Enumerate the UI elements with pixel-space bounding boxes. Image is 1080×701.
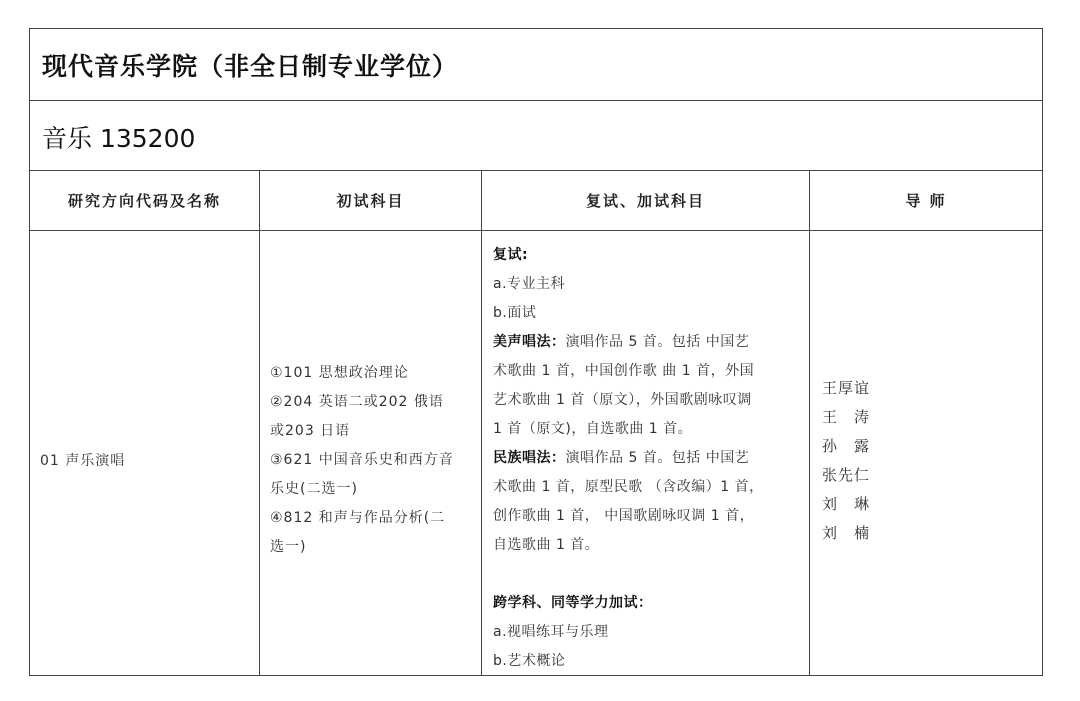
- exam-line: ④812 和声与作品分析(二: [270, 510, 446, 526]
- extra-exam-item: a.视唱练耳与乐理: [493, 624, 609, 640]
- exam-line: ③621 中国音乐史和西方音: [270, 452, 454, 468]
- subject-row: [30, 101, 1042, 171]
- exam-line: ②204 英语二或202 俄语: [270, 394, 444, 410]
- subject-title: 音乐 135200: [42, 124, 196, 153]
- bel-canto-label: 美声唱法：: [493, 334, 566, 350]
- folk-line: 术歌曲 1 首，原型民歌 （含改编）1 首，: [493, 479, 764, 495]
- retest-heading: 复试:: [493, 247, 529, 263]
- exam-line: 乐史(二选一): [270, 481, 358, 497]
- exam-line: 或203 日语: [270, 423, 351, 439]
- folk-line: 自选歌曲 1 首。: [493, 537, 600, 553]
- extra-exam-heading: 跨学科、同等学力加试：: [493, 595, 653, 611]
- retest-item: a.专业主科: [493, 276, 566, 292]
- bel-canto-line: 术歌曲 1 首，中国创作歌 曲 1 首，外国: [493, 363, 755, 379]
- folk-line: 演唱作品 5 首。包括 中国艺: [565, 450, 750, 466]
- bel-canto-line: 1 首（原文)，自选歌曲 1 首。: [493, 421, 693, 437]
- retest-content: [493, 241, 803, 676]
- title-row: [30, 29, 1042, 101]
- initial-exam-list: [270, 359, 470, 562]
- header-direction: 研究方向代码及名称: [30, 171, 259, 231]
- tutor-name: 王厚谊: [822, 379, 871, 397]
- folk-line: 创作歌曲 1 首， 中国歌剧咏叹调 1 首，: [493, 508, 755, 524]
- retest-item: b.面试: [493, 305, 537, 321]
- bel-canto-line: 艺术歌曲 1 首（原文），外国歌剧咏叹调: [493, 392, 752, 408]
- bel-canto-line: 演唱作品 5 首。包括 中国艺: [565, 334, 750, 350]
- column-initial-exam: [260, 171, 482, 675]
- cell-initial-exam: [260, 231, 481, 675]
- exam-line: 选一): [270, 539, 307, 555]
- tutor-name: 王 涛: [822, 408, 871, 426]
- column-tutor: [810, 171, 1042, 675]
- page-title: 现代音乐学院（非全日制专业学位）: [42, 52, 459, 81]
- tutor-name: 孙 露: [822, 437, 871, 455]
- tutor-name: 刘 琳: [822, 495, 871, 513]
- column-direction: [30, 171, 260, 675]
- direction-value: 01 声乐演唱: [40, 453, 126, 469]
- cell-retest: [482, 231, 809, 675]
- folk-label: 民族唱法：: [493, 450, 566, 466]
- table-frame: [29, 28, 1043, 676]
- cell-tutor: [810, 231, 1042, 675]
- exam-line: ①101 思想政治理论: [270, 365, 409, 381]
- header-retest: 复试、加试科目: [482, 171, 809, 231]
- header-tutor: 导 师: [810, 171, 1042, 231]
- tutor-name: 刘 楠: [822, 524, 871, 542]
- cell-direction: [30, 231, 259, 675]
- header-initial-exam: 初试科目: [260, 171, 481, 231]
- tutor-name: 张先仁: [822, 466, 871, 484]
- extra-exam-item: b.艺术概论: [493, 653, 566, 669]
- tutor-list: [822, 374, 870, 548]
- column-retest: [482, 171, 810, 675]
